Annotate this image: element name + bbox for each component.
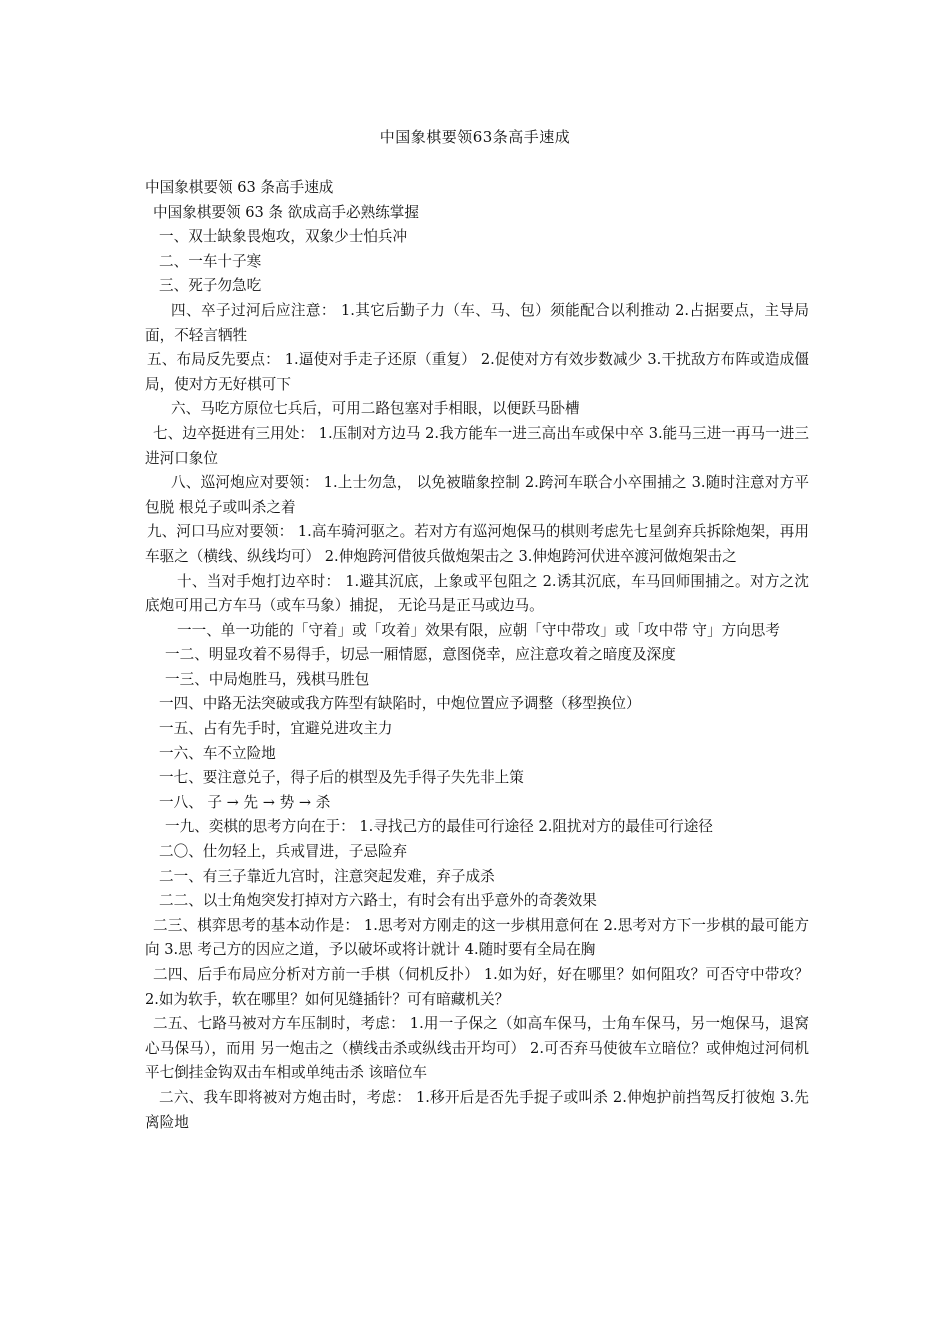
paragraph: 三、死子勿急吃 [159,277,262,295]
paragraph: 二四、后手布局应分析对方前一手棋（伺机反扑） 1.如为好，好在哪里？如何阻攻？可否守中带攻？ 2.如为软手，软在哪里？如何见缝插针？可有暗藏机关？ [145,966,809,1008]
paragraph: 九、河口马应对要领： 1.高车骑河驱之。若对方有巡河炮保马的棋则考虑先七星剑弃兵拆除炮架，再用 车驱之（横线、纵线均可） 2.伸炮跨河借彼兵做炮架击之 3.伸炮跨河伏进卒渡河做炮架击之 [145,523,809,565]
paragraph: 一三、中局炮胜马，残棋马胜包 [165,670,370,688]
paragraph: 十、当对手炮打边卒时： 1.避其沉底，上象或平包阻之 2.诱其沉底，车马回师围捕之。对方之沈底炮可用己方车马（或车马象）捕捉， 无论马是正马或边马。 [145,572,809,615]
paragraph: 五、布局反先要点： 1.逼使对手走子还原（重复） 2.促使对方有效步数减少 3.干扰敌方布阵或造成僵局，使对方无好棋可下 [145,351,809,393]
paragraph: 一五、占有先手时，宜避兑进攻主力 [159,720,393,738]
paragraph: 二五、七路马被对方车压制时，考虑： 1.用一子保之（如高车保马，士角车保马，另一炮保马，退窝心马保马），而用 另一炮击之（横线击杀或纵线击开均可） 2.可否弃马使彼车立暗位？或伸炮过河伺机平七倒挂金钩双击车相或单纯击杀 该暗位车 [145,1015,809,1082]
paragraph: 一一、单一功能的「守着」或「攻着」效果有限，应朝「守中带攻」或「攻中带 守」方向思考 [177,621,780,639]
paragraph: 二二、以士角炮突发打掉对方六路士，有时会有出乎意外的奇袭效果 [159,892,597,910]
paragraph: 七、边卒挺进有三用处： 1.压制对方边马 2.我方能车一进三高出车或保中卒 3.能马三进一再马一进三 进河口象位 [145,424,809,467]
paragraph: 一七、要注意兑子，得子后的棋型及先手得子失先非上策 [159,769,524,787]
document-title: 中国象棋要领63条高手速成 [379,128,571,146]
document-body [145,176,809,1135]
paragraph: 二一、有三子靠近九宫时，注意突起发难，弃子成杀 [159,867,495,885]
paragraph: 中国象棋要领 63 条 欲成高手必熟练掌握 [153,203,419,221]
paragraph: 四、卒子过河后应注意： 1.其它后勤子力（车、马、包）须能配合以利推动 2.占据要点，主导局面，不轻言牺牲 [145,301,809,344]
paragraph: 二六、我车即将被对方炮击时，考虑： 1.移开后是否先手捉子或叫杀 2.伸炮护前挡驾反打彼炮 3.先离险地 [145,1088,809,1131]
paragraph: 六、马吃方原位七兵后，可用二路包塞对手相眼，以便跃马卧槽 [171,400,580,418]
paragraph: 一九、奕棋的思考方向在于： 1.寻找己方的最佳可行途径 2.阻扰对方的最佳可行途径 [165,818,713,836]
paragraph: 一四、中路无法突破或我方阵型有缺陷时，中炮位置应予调整（移型换位） [159,695,641,713]
paragraph: 二三、棋弈思考的基本动作是： 1.思考对方刚走的这一步棋用意何在 2.思考对方下一步棋的最可能方向 3.思 考己方的因应之道，予以破坏或将计就计 4.随时要有全局在胸 [145,916,809,959]
paragraph: 一六、车不立险地 [159,744,276,762]
paragraph: 二〇、仕勿轻上，兵戒冒进，子忌险弃 [159,843,408,861]
paragraph: 一八、 子 → 先 → 势 → 杀 [159,793,331,811]
paragraph: 八、巡河炮应对要领： 1.上士勿急， 以免被瞄象控制 2.跨河车联合小卒围捕之 3.随时注意对方平包脱 根兑子或叫杀之着 [145,474,809,516]
paragraph: 二、一车十子寒 [159,252,262,270]
paragraph: 一二、明显攻着不易得手，切忌一厢情愿，意图侥幸，应注意攻着之暗度及深度 [165,646,676,664]
paragraph: 一、双士缺象畏炮攻，双象少士怕兵冲 [159,228,408,246]
paragraph: 中国象棋要领 63 条高手速成 [145,179,334,196]
